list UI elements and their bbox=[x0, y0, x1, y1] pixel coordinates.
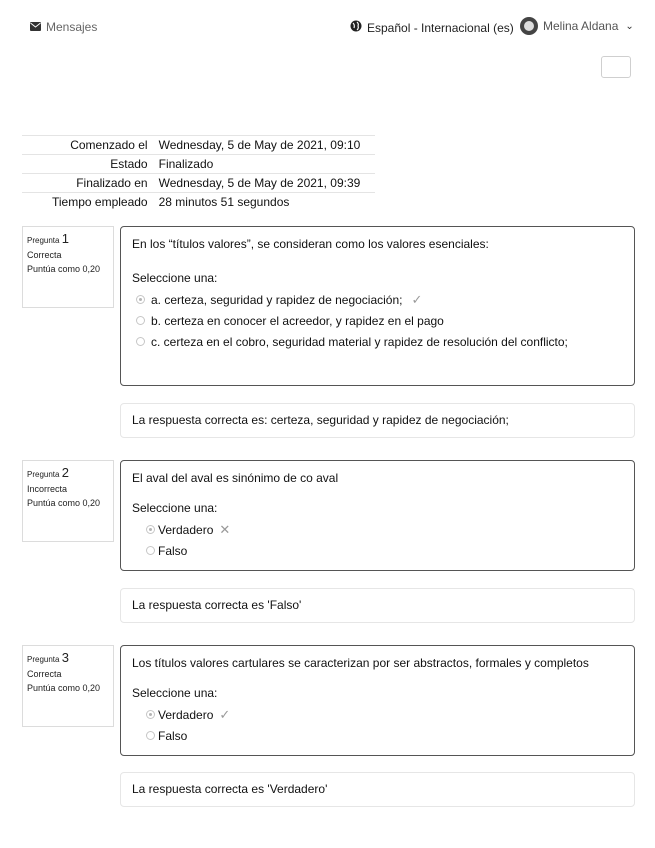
question-points: Puntúa como 0,20 bbox=[27, 683, 101, 693]
summary-label: Comenzado el bbox=[70, 138, 148, 152]
answer-option-a[interactable] bbox=[132, 289, 623, 310]
option-label: Falso bbox=[158, 728, 188, 743]
radio-button[interactable] bbox=[136, 337, 145, 346]
option-label: c. certeza en el cobro, seguridad material y rapidez de resolución del conflicto; bbox=[151, 334, 568, 349]
summary-value: Wednesday, 5 de May de 2021, 09:10 bbox=[158, 138, 361, 152]
user-name: Melina Aldana bbox=[543, 19, 619, 33]
envelope-icon bbox=[30, 20, 41, 34]
cross-icon: ✕ bbox=[219, 521, 231, 537]
language-label: Español - Internacional (es) bbox=[367, 20, 514, 35]
messages-label: Mensajes bbox=[46, 20, 98, 34]
attempt-summary-table bbox=[22, 135, 375, 212]
avatar bbox=[520, 17, 538, 35]
question-state: Correcta bbox=[27, 250, 62, 260]
summary-label: Finalizado en bbox=[76, 176, 148, 190]
summary-label: Tiempo empleado bbox=[52, 195, 148, 210]
option-label: Falso bbox=[158, 543, 188, 558]
question-state: Incorrecta bbox=[27, 484, 68, 494]
question-box-3 bbox=[120, 645, 635, 756]
summary-row bbox=[22, 136, 375, 155]
radio-button[interactable] bbox=[146, 525, 155, 534]
quiz-navigation-button[interactable] bbox=[601, 56, 631, 78]
globe-icon bbox=[350, 20, 362, 35]
question-number: Pregunta 2 bbox=[27, 465, 69, 480]
summary-row bbox=[22, 193, 375, 212]
answer-option-false[interactable] bbox=[132, 725, 623, 746]
radio-button[interactable] bbox=[136, 295, 145, 304]
question-number: Pregunta 3 bbox=[27, 650, 69, 665]
feedback-box-1 bbox=[120, 403, 635, 438]
check-icon: ✓ bbox=[411, 291, 423, 307]
summary-row bbox=[22, 174, 375, 193]
question-info-3 bbox=[22, 645, 114, 727]
radio-button[interactable] bbox=[136, 316, 145, 325]
answer-prompt: Seleccione una: bbox=[132, 686, 218, 700]
answer-option-c[interactable] bbox=[132, 331, 623, 352]
summary-value: Wednesday, 5 de May de 2021, 09:39 bbox=[158, 176, 361, 190]
summary-label: Estado bbox=[110, 157, 148, 171]
messages-link[interactable] bbox=[30, 20, 97, 34]
right-answer-text: La respuesta correcta es 'Verdadero' bbox=[132, 782, 328, 796]
question-box-1 bbox=[120, 226, 635, 386]
check-icon: ✓ bbox=[219, 706, 231, 722]
answer-prompt: Seleccione una: bbox=[132, 271, 218, 285]
option-label: Verdadero bbox=[158, 522, 214, 537]
question-info-1 bbox=[22, 226, 114, 308]
option-label: Verdadero bbox=[158, 707, 214, 722]
question-text: Los títulos valores cartulares se caracterizan por ser abstractos, formales y completos bbox=[132, 656, 589, 670]
language-menu[interactable] bbox=[350, 20, 514, 35]
right-answer-text: La respuesta correcta es 'Falso' bbox=[132, 598, 302, 612]
answer-option-false[interactable] bbox=[132, 540, 623, 561]
feedback-box-2 bbox=[120, 588, 635, 623]
question-number: Pregunta 1 bbox=[27, 231, 69, 246]
answer-prompt: Seleccione una: bbox=[132, 501, 218, 515]
option-label: b. certeza en conocer el acreedor, y rapidez en el pago bbox=[151, 313, 444, 328]
radio-button[interactable] bbox=[146, 731, 155, 740]
summary-row bbox=[22, 155, 375, 174]
question-points: Puntúa como 0,20 bbox=[27, 264, 101, 274]
question-text: En los “títulos valores”, se consideran como los valores esenciales: bbox=[132, 237, 489, 251]
option-label: a. certeza, seguridad y rapidez de negociación; bbox=[151, 292, 403, 307]
question-points: Puntúa como 0,20 bbox=[27, 498, 101, 508]
radio-button[interactable] bbox=[146, 710, 155, 719]
question-state: Correcta bbox=[27, 669, 62, 679]
radio-button[interactable] bbox=[146, 546, 155, 555]
answer-option-true[interactable] bbox=[132, 519, 623, 540]
question-text: El aval del aval es sinónimo de co aval bbox=[132, 471, 339, 485]
top-navbar bbox=[0, 0, 655, 48]
feedback-box-3 bbox=[120, 772, 635, 807]
summary-value: Finalizado bbox=[158, 157, 214, 171]
user-menu[interactable] bbox=[520, 17, 634, 35]
chevron-down-icon: ⌄ bbox=[625, 20, 634, 32]
right-answer-text: La respuesta correcta es: certeza, seguridad y rapidez de negociación; bbox=[132, 413, 509, 427]
answer-option-true[interactable] bbox=[132, 704, 623, 725]
answer-option-b[interactable] bbox=[132, 310, 623, 331]
question-box-2 bbox=[120, 460, 635, 571]
question-info-2 bbox=[22, 460, 114, 542]
summary-value: 28 minutos 51 segundos bbox=[158, 195, 290, 210]
